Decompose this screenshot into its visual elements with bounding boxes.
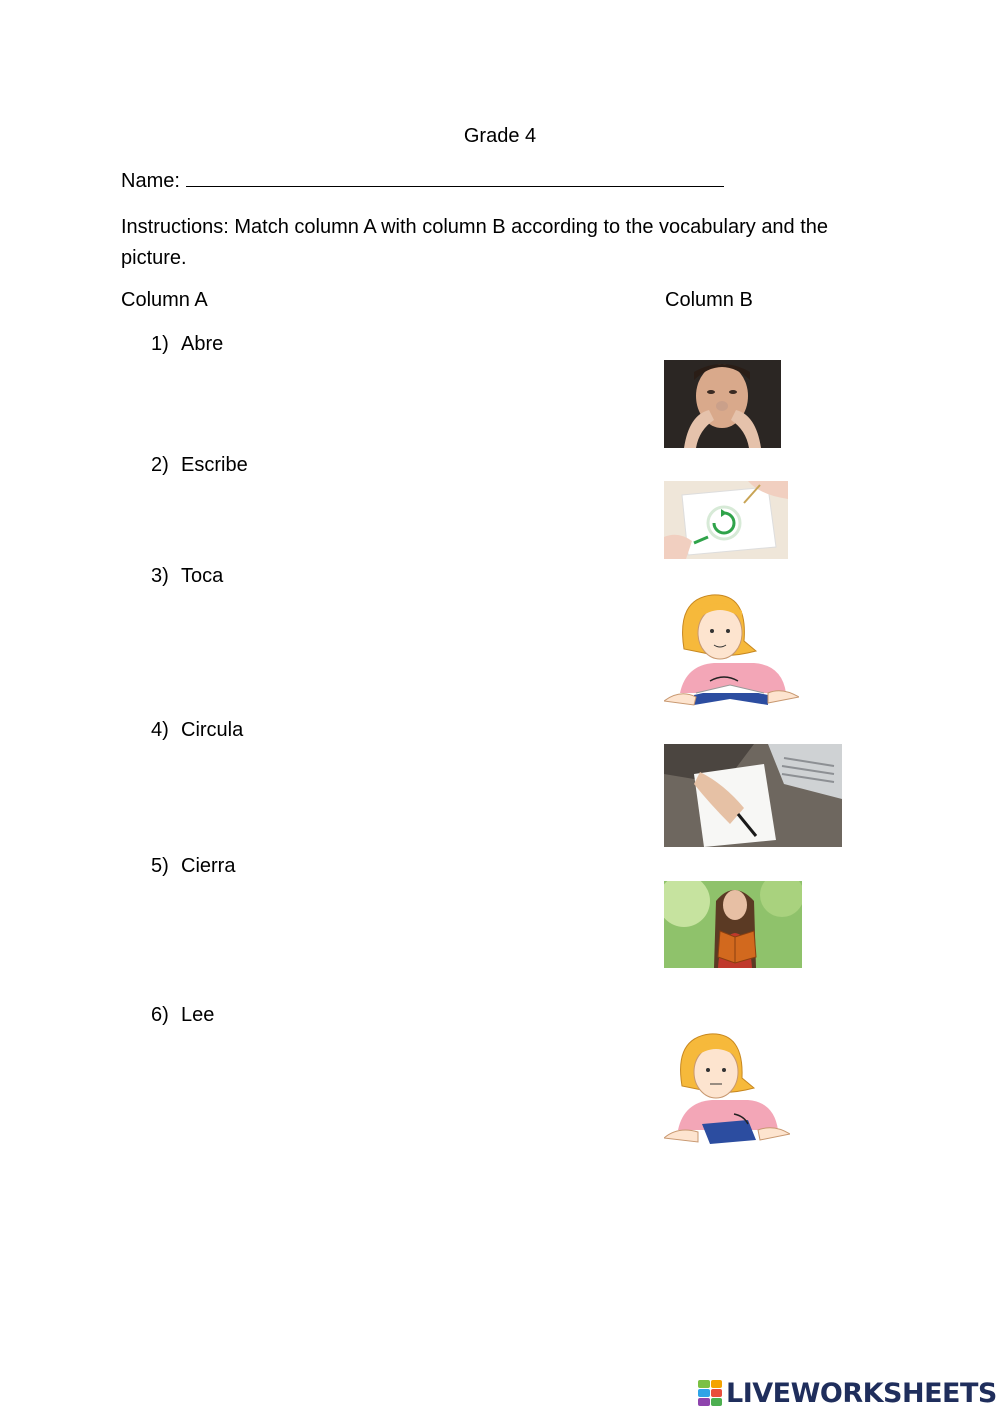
- hand-writing-notebook-photo[interactable]: [664, 744, 842, 847]
- logo-block: [698, 1389, 710, 1397]
- liveworksheets-logo: [698, 1376, 997, 1410]
- word[interactable]: Cierra: [181, 855, 236, 877]
- name-label: Name:: [121, 170, 180, 192]
- word[interactable]: Lee: [181, 1004, 215, 1026]
- girl-closing-book-cartoon[interactable]: [664, 1030, 790, 1145]
- word[interactable]: Circula: [181, 719, 244, 741]
- page-title: Grade 4: [463, 125, 537, 147]
- word[interactable]: Toca: [181, 565, 224, 587]
- column-a-heading: Column A: [121, 289, 208, 311]
- brand-name: LIVEWORKSHEETS: [726, 1377, 997, 1409]
- woman-reading-book-photo[interactable]: [664, 881, 802, 968]
- instructions: Instructions: Match column A with column B according to the vocabulary and the picture.: [121, 216, 829, 269]
- girl-opening-book-cartoon[interactable]: [664, 589, 799, 710]
- word[interactable]: Abre: [181, 333, 224, 355]
- logo-block: [698, 1398, 710, 1406]
- name-row: [121, 168, 724, 193]
- column-b-heading: Column B: [665, 289, 753, 311]
- boy-touching-nose-photo[interactable]: [664, 360, 781, 448]
- logo-block: [711, 1398, 723, 1406]
- column-a-item: 4) Circula: [151, 719, 244, 741]
- column-a-item: 6) Lee: [151, 1004, 215, 1026]
- logo-block: [711, 1380, 723, 1388]
- hand-circling-paper-icon[interactable]: [664, 481, 788, 559]
- logo-block: [711, 1389, 723, 1397]
- word[interactable]: Escribe: [181, 454, 248, 476]
- logo-block: [698, 1380, 710, 1388]
- column-a-item: 2) Escribe: [151, 454, 248, 476]
- column-a-item: 1) Abre: [151, 333, 224, 355]
- logo-blocks-icon: [698, 1380, 722, 1406]
- column-a-item: 5) Cierra: [151, 855, 236, 877]
- name-blank-line[interactable]: [186, 168, 724, 187]
- column-a-item: 3) Toca: [151, 565, 224, 587]
